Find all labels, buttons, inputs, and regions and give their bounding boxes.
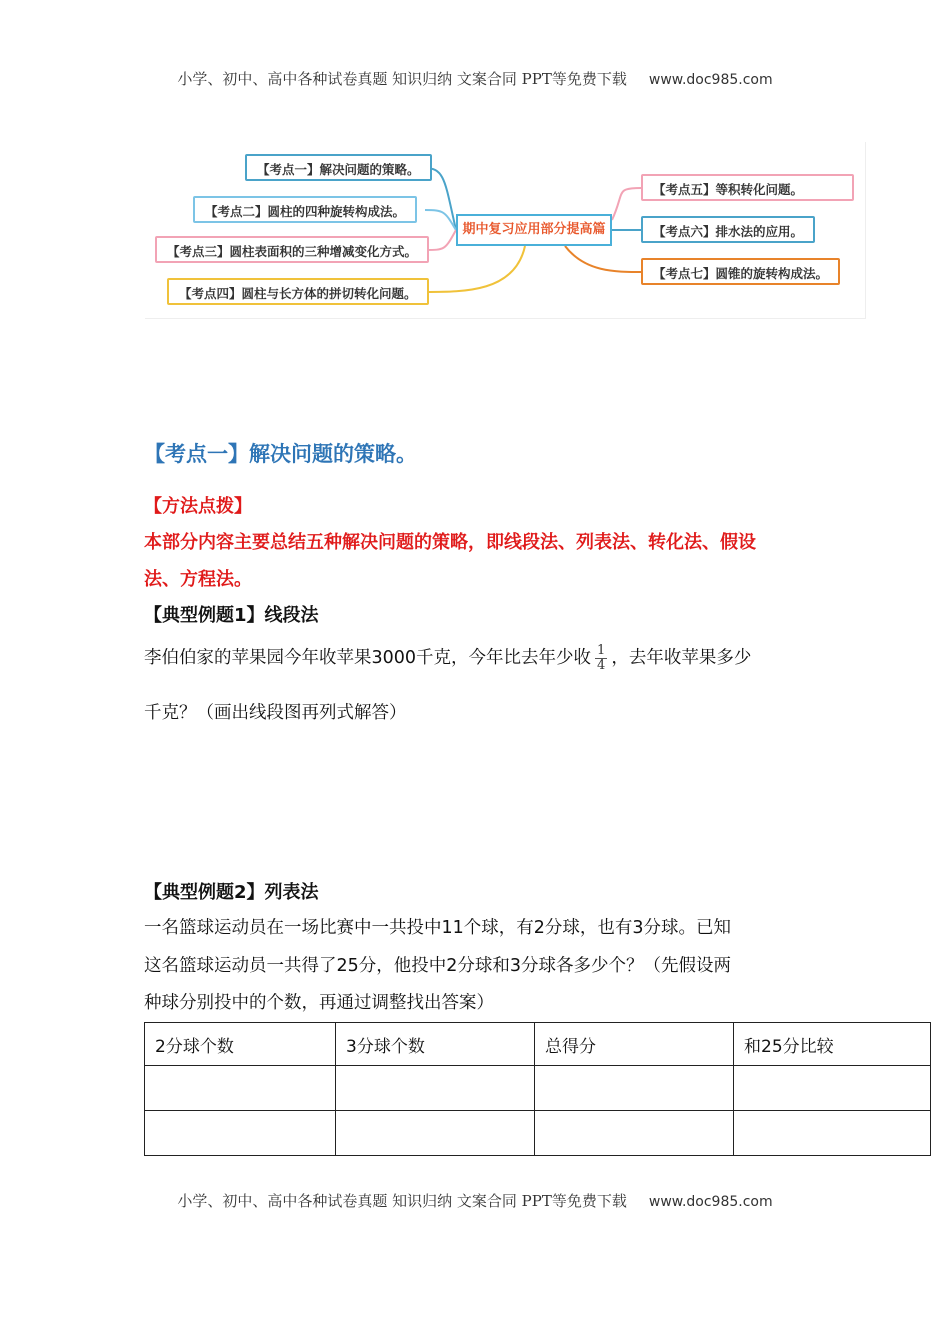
method-label: 【方法点拨】 (144, 496, 252, 517)
mind-map (145, 142, 866, 319)
connector-5 (612, 188, 641, 220)
example1-title: 【典型例题1】线段法 (144, 605, 319, 626)
table-cell[interactable] (145, 1111, 336, 1156)
mind-map-node-1: 【考点一】解决问题的策略。 (245, 154, 432, 181)
mind-map-node-5: 【考点五】等积转化问题。 (641, 174, 854, 201)
table-cell[interactable] (336, 1066, 535, 1111)
header-text: 小学、初中、高中各种试卷真题 知识归纳 文案合同 PPT等免费下载 (177, 70, 627, 88)
table-cell[interactable] (734, 1111, 931, 1156)
header-url[interactable]: www.doc985.com (648, 72, 773, 88)
fraction-numerator: 1 (597, 642, 606, 658)
table-cell[interactable] (535, 1066, 734, 1111)
example1-line1 (144, 640, 751, 676)
page-header (0, 68, 950, 89)
connector-3 (425, 230, 456, 250)
page-footer (0, 1190, 950, 1211)
footer-text: 小学、初中、高中各种试卷真题 知识归纳 文案合同 PPT等免费下载 (177, 1192, 627, 1210)
example2-line1: 一名篮球运动员在一场比赛中一共投中11个球，有2分球，也有3分球。已知 (144, 918, 732, 938)
example1-line2: 千克？（画出线段图再列式解答） (144, 703, 407, 723)
answer-table (144, 1022, 931, 1156)
method-line-2: 法、方程法。 (144, 569, 252, 590)
section-title: 【考点一】解决问题的策略。 (144, 442, 417, 466)
mind-map-node-3: 【考点三】圆柱表面积的三种增减变化方式。 (155, 236, 429, 263)
mind-map-node-4: 【考点四】圆柱与长方体的拼切转化问题。 (167, 278, 429, 305)
example2-title: 【典型例题2】列表法 (144, 882, 319, 903)
table-cell[interactable] (145, 1066, 336, 1111)
mind-map-node-7: 【考点七】圆锥的旋转构成法。 (641, 258, 840, 285)
table-header-cell: 2分球个数 (145, 1023, 336, 1066)
example2-line2: 这名篮球运动员一共得了25分，他投中2分球和3分球各多少个？（先假设两 (144, 956, 732, 976)
table-header-row (145, 1023, 931, 1066)
example1-text-after: ，去年收苹果多少 (611, 648, 752, 668)
table-header-cell: 3分球个数 (336, 1023, 535, 1066)
table-row (145, 1066, 931, 1111)
fraction-one-quarter (595, 644, 607, 673)
example1-text-before: 李伯伯家的苹果园今年收苹果3000千克，今年比去年少收 (144, 648, 592, 668)
mind-map-node-6: 【考点六】排水法的应用。 (641, 216, 815, 243)
table-header-cell: 总得分 (535, 1023, 734, 1066)
fraction-denominator: 4 (597, 657, 606, 673)
connector-7 (565, 246, 641, 272)
table-cell[interactable] (336, 1111, 535, 1156)
footer-url[interactable]: www.doc985.com (648, 1194, 773, 1210)
table-header-cell: 和25分比较 (734, 1023, 931, 1066)
method-line-1: 本部分内容主要总结五种解决问题的策略，即线段法、列表法、转化法、假设 (144, 532, 756, 553)
mind-map-center: 期中复习应用部分提高篇 (456, 214, 612, 246)
connector-4 (425, 246, 525, 292)
table-cell[interactable] (734, 1066, 931, 1111)
table-cell[interactable] (535, 1111, 734, 1156)
table-row (145, 1111, 931, 1156)
mind-map-node-2: 【考点二】圆柱的四种旋转构成法。 (193, 196, 417, 223)
example2-line3: 种球分别投中的个数，再通过调整找出答案） (144, 993, 494, 1013)
